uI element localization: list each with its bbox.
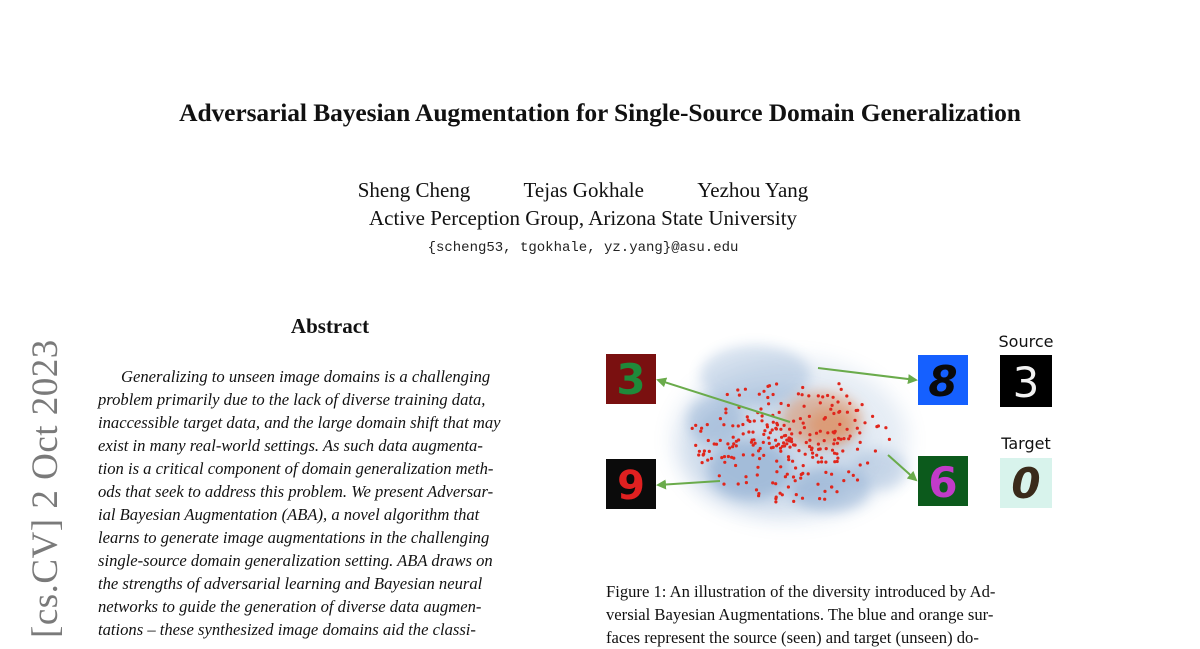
sample-point <box>772 446 775 449</box>
sample-point <box>728 446 731 449</box>
sample-point <box>846 428 849 431</box>
sample-point <box>782 441 785 444</box>
sample-point <box>746 415 749 418</box>
sample-point <box>824 471 827 474</box>
sample-point <box>807 472 810 475</box>
author-emails: {scheng53, tgokhale, yz.yang}@asu.edu <box>427 240 739 256</box>
sample-point <box>794 444 797 447</box>
abstract-line: inaccessible target data, and the large domain shift that may <box>98 413 501 432</box>
sample-point <box>859 463 862 466</box>
sample-point <box>724 411 727 414</box>
sample-point <box>833 438 836 441</box>
sample-point <box>839 438 842 441</box>
sample-point <box>719 417 722 420</box>
sample-point <box>818 497 821 500</box>
caption-line: versial Bayesian Augmentations. The blue and orange sur- <box>606 605 994 624</box>
sample-point <box>775 496 778 499</box>
sample-point <box>779 465 782 468</box>
sample-point <box>842 437 845 440</box>
sample-point <box>761 414 764 417</box>
sample-point <box>766 396 769 399</box>
sample-point <box>815 454 818 457</box>
sample-point <box>787 485 790 488</box>
sample-point <box>855 409 858 412</box>
sample-point <box>811 456 814 459</box>
sample-point <box>791 460 794 463</box>
digit-glyph: 9 <box>617 463 645 509</box>
sample-point <box>842 479 845 482</box>
sample-point <box>821 395 824 398</box>
sample-point <box>694 444 697 447</box>
sample-point <box>708 450 711 453</box>
sample-point <box>726 442 729 445</box>
sample-point <box>771 481 774 484</box>
sample-point <box>726 393 729 396</box>
sample-point <box>783 424 786 427</box>
sample-point <box>823 498 826 501</box>
sample-point <box>706 459 709 462</box>
sample-point <box>849 435 852 438</box>
sample-point <box>840 388 843 391</box>
sample-point <box>768 384 771 387</box>
sample-point <box>727 455 730 458</box>
sample-point <box>732 442 735 445</box>
sample-point <box>837 411 840 414</box>
sample-point <box>856 478 859 481</box>
sample-point <box>779 447 782 450</box>
sample-point <box>736 388 739 391</box>
sample-point <box>788 446 791 449</box>
sample-point <box>824 416 827 419</box>
sample-point <box>836 460 839 463</box>
sample-point <box>785 442 788 445</box>
sample-point <box>859 441 862 444</box>
sample-point <box>856 427 859 430</box>
sample-point <box>817 443 820 446</box>
abstract-line: ial Bayesian Augmentation (ABA), a novel algorithm that <box>98 505 480 524</box>
sample-point <box>816 483 819 486</box>
sample-point <box>774 482 777 485</box>
sample-point <box>803 426 806 429</box>
sample-point <box>799 417 802 420</box>
sample-point <box>835 490 838 493</box>
abstract-line: exist in many real-world settings. As such data augmenta- <box>98 436 483 455</box>
sample-point <box>852 474 855 477</box>
sample-point <box>802 464 805 467</box>
abstract-line: networks to guide the generation of diverse data augmen- <box>98 597 482 616</box>
sample-point <box>752 438 755 441</box>
sample-point <box>737 482 740 485</box>
sample-point <box>831 404 834 407</box>
sample-point <box>817 394 820 397</box>
sample-point <box>799 477 802 480</box>
sample-point <box>694 424 697 427</box>
caption-line: Figure 1: An illustration of the diversity introduced by Ad- <box>606 582 996 601</box>
sample-point <box>758 393 761 396</box>
sample-point <box>805 441 808 444</box>
sample-point <box>779 428 782 431</box>
sample-point <box>778 411 781 414</box>
author-name: Tejas Gokhale <box>523 178 644 202</box>
abstract-line: tion is a critical component of domain generalization meth- <box>98 459 494 478</box>
sample-point <box>817 461 820 464</box>
sample-point <box>703 449 706 452</box>
sample-point <box>760 419 763 422</box>
digit-tile-target-0 <box>1000 458 1052 508</box>
sample-point <box>724 408 727 411</box>
sample-point <box>706 423 709 426</box>
sample-point <box>888 438 891 441</box>
sample-point <box>779 492 782 495</box>
sample-point <box>841 449 844 452</box>
sample-point <box>747 430 750 433</box>
sample-point <box>772 393 775 396</box>
sample-point <box>834 430 837 433</box>
sample-point <box>830 473 833 476</box>
sample-point <box>775 470 778 473</box>
sample-point <box>808 415 811 418</box>
author-name: Yezhou Yang <box>697 178 809 202</box>
sample-point <box>762 433 765 436</box>
sample-point <box>767 402 770 405</box>
sample-point <box>722 483 725 486</box>
sample-point <box>797 449 800 452</box>
sample-point <box>874 449 877 452</box>
digit-glyph: 3 <box>1012 358 1040 407</box>
sample-point <box>775 460 778 463</box>
sample-point <box>858 431 861 434</box>
sample-point <box>780 402 783 405</box>
sample-point <box>731 424 734 427</box>
sample-point <box>718 474 721 477</box>
sample-point <box>697 453 700 456</box>
sample-point <box>787 458 790 461</box>
figure-1-illustration <box>600 330 1070 540</box>
sample-point <box>757 449 760 452</box>
sample-point <box>838 423 841 426</box>
sample-point <box>702 452 705 455</box>
sample-point <box>741 423 744 426</box>
sample-point <box>820 460 823 463</box>
author-name: Sheng Cheng <box>357 178 471 202</box>
sample-point <box>788 428 791 431</box>
sample-point <box>691 427 694 430</box>
sample-point <box>829 408 832 411</box>
sample-point <box>775 422 778 425</box>
sample-point <box>734 464 737 467</box>
abstract-line: single-source domain generalization setting. ABA draws on <box>98 551 493 570</box>
sample-point <box>745 481 748 484</box>
sample-point <box>762 390 765 393</box>
affiliation: Active Perception Group, Arizona State University <box>368 206 798 230</box>
sample-point <box>861 403 864 406</box>
sample-point <box>732 436 735 439</box>
sample-point <box>719 439 722 442</box>
sample-point <box>723 461 726 464</box>
sample-point <box>767 436 770 439</box>
sample-point <box>801 393 804 396</box>
sample-point <box>833 452 836 455</box>
sample-point <box>762 441 765 444</box>
sample-point <box>823 490 826 493</box>
sample-point <box>752 444 755 447</box>
sample-point <box>825 447 828 450</box>
sample-point <box>824 461 827 464</box>
paper-title: Adversarial Bayesian Augmentation for Single-Source Domain Generalization <box>179 98 1021 127</box>
sample-point <box>766 423 769 426</box>
sample-point <box>792 500 795 503</box>
abstract-body <box>98 365 561 641</box>
sample-point <box>786 473 789 476</box>
sample-point <box>769 431 772 434</box>
abstract-line: ods that seek to address this problem. We present Adversar- <box>98 482 494 501</box>
sample-point <box>751 431 754 434</box>
sample-point <box>698 450 701 453</box>
sample-point <box>794 479 797 482</box>
sample-point <box>804 453 807 456</box>
sample-point <box>802 422 805 425</box>
abstract-line: problem primarily due to the lack of diverse training data, <box>98 390 486 409</box>
sample-point <box>792 420 795 423</box>
sample-point <box>794 466 797 469</box>
sample-point <box>744 388 747 391</box>
sample-point <box>832 396 835 399</box>
sample-point <box>820 456 823 459</box>
figure-caption <box>606 580 1042 649</box>
sample-point <box>699 430 702 433</box>
sample-point <box>774 427 777 430</box>
sample-point <box>807 394 810 397</box>
digit-glyph: 0 <box>1011 459 1041 508</box>
digit-tile-black-9 <box>606 459 656 509</box>
sample-point <box>763 429 766 432</box>
caption-line: faces represent the source (seen) and target (unseen) do- <box>606 628 979 647</box>
sample-point <box>811 452 814 455</box>
target-label: Target <box>1001 434 1051 453</box>
sample-point <box>774 500 777 503</box>
sample-point <box>775 382 778 385</box>
digit-glyph: 8 <box>928 357 958 406</box>
sample-point <box>744 475 747 478</box>
sample-point <box>768 442 771 445</box>
sample-point <box>756 466 759 469</box>
sample-point <box>742 432 745 435</box>
sample-point <box>737 438 740 441</box>
sample-point <box>758 457 761 460</box>
sample-point <box>771 428 774 431</box>
sample-point <box>836 400 839 403</box>
sample-point <box>787 455 790 458</box>
sample-point <box>801 386 804 389</box>
abstract-line: tations – these synthesized image domains aid the classi- <box>98 620 476 639</box>
sample-point <box>856 448 859 451</box>
sample-point <box>780 436 783 439</box>
sample-point <box>847 437 850 440</box>
digit-glyph: 6 <box>928 458 958 507</box>
sample-point <box>845 394 848 397</box>
sample-point <box>787 404 790 407</box>
sample-point <box>817 448 820 451</box>
sample-point <box>797 392 800 395</box>
sample-point <box>815 432 818 435</box>
sample-point <box>847 470 850 473</box>
digit-tile-source-3 <box>1000 355 1052 407</box>
abstract-heading: Abstract <box>290 314 370 338</box>
sample-point <box>753 419 756 422</box>
sample-point <box>826 394 829 397</box>
sample-point <box>795 493 798 496</box>
sample-point <box>853 419 856 422</box>
sample-point <box>707 439 710 442</box>
sample-point <box>848 402 851 405</box>
sample-point <box>715 443 718 446</box>
digit-tile-red-3 <box>606 354 656 404</box>
abstract-line: learns to generate image augmentations in the challenging <box>98 528 490 547</box>
sample-point <box>784 434 787 437</box>
sample-point <box>710 457 713 460</box>
sample-point <box>800 473 803 476</box>
sample-point <box>762 454 765 457</box>
sample-point <box>720 456 723 459</box>
source-label: Source <box>998 332 1054 351</box>
sample-point <box>803 405 806 408</box>
sample-point <box>801 497 804 500</box>
sample-point <box>863 421 866 424</box>
sample-point <box>774 439 777 442</box>
sample-point <box>826 431 829 434</box>
sample-point <box>757 494 760 497</box>
digit-tile-blue-8 <box>918 355 968 406</box>
sample-point <box>877 424 880 427</box>
sample-point <box>779 450 782 453</box>
sample-point <box>759 407 762 410</box>
sample-point <box>871 415 874 418</box>
sample-point <box>747 419 750 422</box>
sample-point <box>830 485 833 488</box>
sample-point <box>742 453 745 456</box>
sample-point <box>884 426 887 429</box>
sample-point <box>730 456 733 459</box>
sample-point <box>775 444 778 447</box>
sample-point <box>837 382 840 385</box>
sample-point <box>808 433 811 436</box>
sample-point <box>832 442 835 445</box>
sample-point <box>731 445 734 448</box>
sample-point <box>819 430 822 433</box>
sample-point <box>722 423 725 426</box>
sample-point <box>866 461 869 464</box>
sample-point <box>735 444 738 447</box>
sample-point <box>751 453 754 456</box>
sample-point <box>836 457 839 460</box>
sample-point <box>823 439 826 442</box>
sample-point <box>831 449 834 452</box>
sample-point <box>832 412 835 415</box>
abstract-line: the strengths of adversarial learning and Bayesian neural <box>98 574 483 593</box>
sample-point <box>808 439 811 442</box>
abstract-line: Generalizing to unseen image domains is a challenging <box>121 367 491 386</box>
sample-point <box>738 394 741 397</box>
arxiv-stamp: [cs.CV] 2 Oct 2023 <box>25 339 66 638</box>
sample-point <box>755 488 758 491</box>
sample-point <box>701 461 704 464</box>
sample-point <box>737 424 740 427</box>
author-list <box>0 178 1166 203</box>
sample-point <box>756 473 759 476</box>
sample-point <box>799 431 802 434</box>
sample-point <box>772 421 775 424</box>
sample-point <box>700 427 703 430</box>
digit-tile-green-6 <box>918 456 968 507</box>
sample-point <box>792 475 795 478</box>
sample-point <box>836 442 839 445</box>
sample-point <box>846 411 849 414</box>
digit-glyph: 3 <box>616 355 646 404</box>
sample-point <box>819 401 822 404</box>
sample-point <box>810 448 813 451</box>
sample-point <box>790 432 793 435</box>
sample-point <box>787 436 790 439</box>
